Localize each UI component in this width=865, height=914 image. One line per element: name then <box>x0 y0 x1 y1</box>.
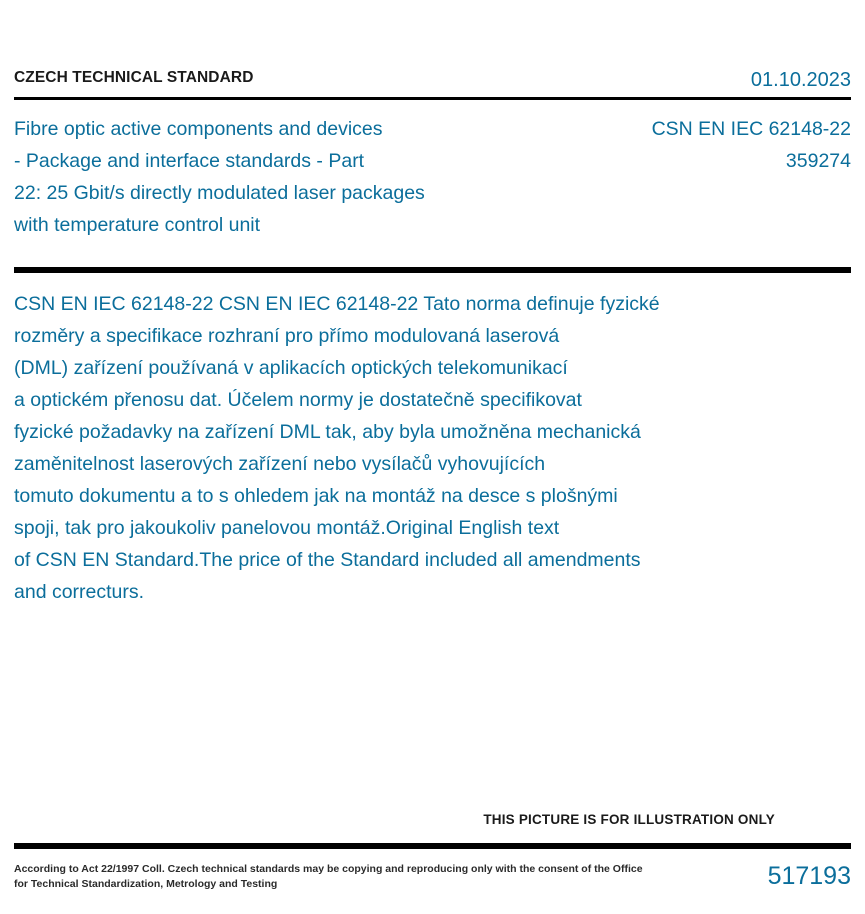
abstract-line: of CSN EN Standard.The price of the Standard included all amendments <box>14 549 641 571</box>
abstract-line: (DML) zařízení používaná v aplikacích optických telekomunikací <box>14 357 568 379</box>
illustration-disclaimer: THIS PICTURE IS FOR ILLUSTRATION ONLY <box>483 812 775 827</box>
abstract-line: fyzické požadavky na zařízení DML tak, aby byla umožněna mechanická <box>14 421 641 443</box>
abstract-line: rozměry a specifikace rozhraní pro přímo modulovaná laserová <box>14 325 560 347</box>
catalog-number: 359274 <box>785 150 851 172</box>
document-kind-label: CZECH TECHNICAL STANDARD <box>14 69 254 86</box>
title-line: - Package and interface standards - Part <box>14 150 365 172</box>
footer-divider-rule <box>14 843 851 849</box>
title-line: 22: 25 Gbit/s directly modulated laser packages <box>14 182 425 204</box>
title-line: Fibre optic active components and devices <box>14 118 383 140</box>
abstract-line: CSN EN IEC 62148-22 CSN EN IEC 62148-22 Tato norma definuje fyzické <box>14 293 660 315</box>
standard-title <box>14 113 425 241</box>
legal-notice <box>14 862 643 892</box>
document-footer <box>14 862 851 892</box>
abstract-line: tomuto dokumentu a to s ohledem jak na montáž na desce s plošnými <box>14 485 618 507</box>
order-number: 517193 <box>767 862 851 890</box>
title-divider-rule <box>14 267 851 273</box>
abstract-line: a optickém přenosu dat. Účelem normy je dostatečně specifikovat <box>14 389 582 411</box>
abstract-text <box>14 288 774 608</box>
abstract-line: spoji, tak pro jakoukoliv panelovou montáž.Original English text <box>14 517 560 539</box>
header-divider-rule <box>14 97 851 100</box>
title-block <box>14 113 851 241</box>
document-header <box>0 70 865 98</box>
abstract-line: and correcturs. <box>14 581 145 603</box>
standard-identifiers <box>652 113 851 177</box>
title-line: with temperature control unit <box>14 214 261 236</box>
legal-notice-line: for Technical Standardization, Metrology and Testing <box>14 878 278 890</box>
publication-date: 01.10.2023 <box>750 69 851 91</box>
standard-designation: CSN EN IEC 62148-22 <box>651 118 851 140</box>
legal-notice-line: According to Act 22/1997 Coll. Czech technical standards may be copying and reproducing only with the consent of the Office <box>14 863 643 875</box>
abstract-line: zaměnitelnost laserových zařízení nebo vysílačů vyhovujících <box>14 453 546 475</box>
